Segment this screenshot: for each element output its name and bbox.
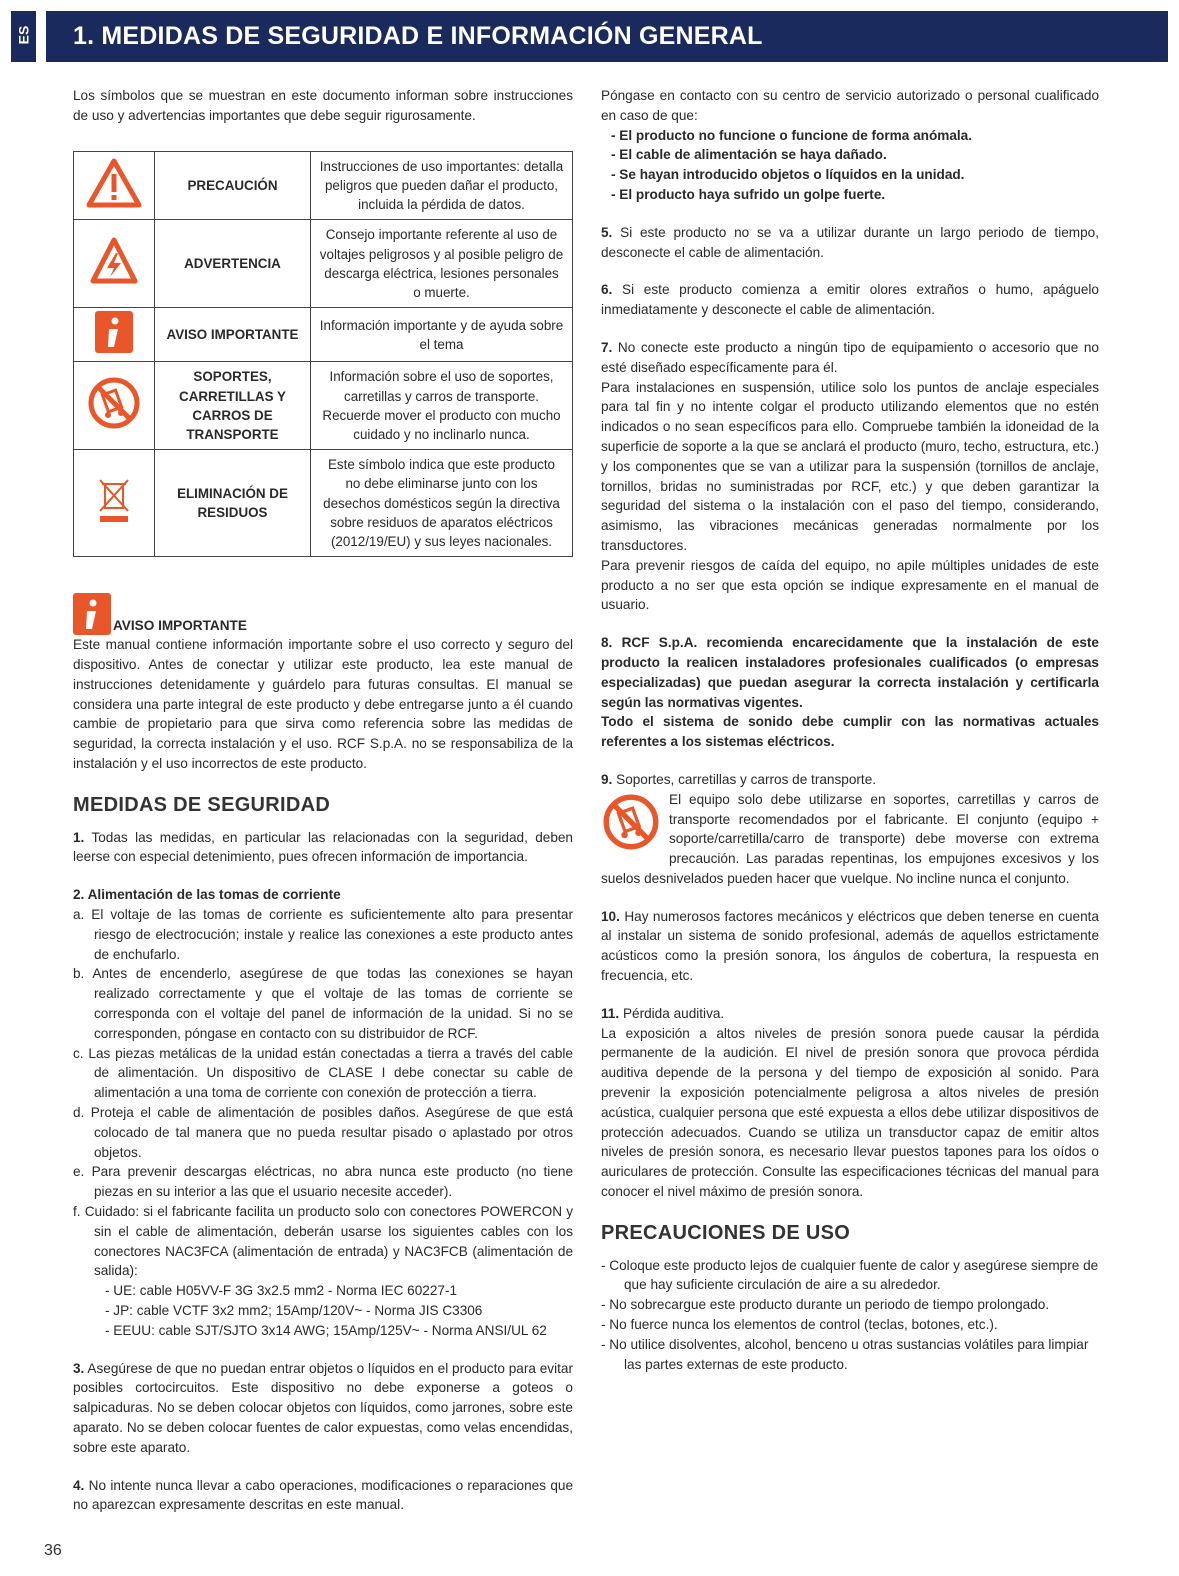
aviso-text: Este manual contiene información importante sobre el uso correcto y seguro del dispositivo. Antes de conectar y utilizar este producto, lea este manual de instrucciones detenidamente y guárdelo para futuras consultas. El manual se considera una parte integral de este producto y debe entregarse junto a él cuando cambie de propietario para que sirva como referencia sobre las medidas de seguridad, la correcta instalación y el uso. RCF S.p.A. no se responsabiliza de la instalación y el uso incorrectos de este producto. [73,637,573,771]
list-item: - UE: cable H05VV-F 3G 3x2.5 mm2 - Norma IEC 60227-1 [105,1283,458,1299]
info-icon [73,593,111,635]
weee-bin-icon [97,478,131,524]
symbol-icon-cell [74,151,155,220]
section-header [46,11,1168,62]
item-text: No conecte este producto a ningún tipo de equipamiento o accesorio que no esté diseñado específicamente para él. [601,339,1099,375]
cart-tipover-icon [603,794,659,850]
symbol-icon-cell [74,362,155,450]
symbol-row [74,362,573,450]
item-number: 3. [73,1360,85,1376]
safety-item-3 [73,1359,573,1458]
safety-item-1 [73,828,573,868]
symbol-description: Este símbolo indica que este producto no debe eliminarse junto con los desechos domésticos según la directiva sobre residuos de aparatos eléctricos (2012/19/EU) y sus leyes nacionales. [311,450,573,557]
power-list [73,905,573,1281]
language-tab [11,11,36,62]
safety-item-7a [601,338,1099,378]
contact-text: Póngase en contacto con su centro de servicio autorizado o personal cualificado en caso de que: [601,88,1099,123]
symbol-row [74,151,573,220]
left-column [73,86,573,1515]
item-text: Asegúrese de que no puedan entrar objetos o líquidos en el producto para evitar posibles cortocircuitos. Este dispositivo no debe exponerse a goteos o salpicaduras. No se deben colocar objetos con líquidos, como jarrones, sobre este aparato. No se deben colocar fuentes de calor expuestas, como velas encendidas, sobre este aparato. [73,1360,573,1455]
list-item: - Coloque este producto lejos de cualquier fuente de calor y asegúrese siempre de que hay suficiente circulación de aire a su alrededor. [601,1257,1099,1293]
page-number: 36 [44,1542,62,1559]
list-item: - Se hayan introducido objetos o líquidos en la unidad. [611,167,965,183]
safety-item-8a: 8. RCF S.p.A. recomienda encarecidamente que la instalación de este producto la realicen instaladores profesionales cualificados (o empresas especializadas) que puedan asegurar la correcta instalación y certificarla según las normativas vigentes. [601,635,1099,710]
intro-text: Los símbolos que se muestran en este documento informan sobre instrucciones de uso y advertencias importantes que debe seguir rigurosamente. [73,88,573,123]
symbol-label: ADVERTENCIA [155,220,311,308]
safety-item-2-title: 2. Alimentación de las tomas de corriente [73,887,341,903]
safety-heading: MEDIDAS DE SEGURIDAD [73,793,331,816]
list-item: - EEUU: cable SJT/SJTO 3x14 AWG; 15Amp/125V~ - Norma ANSI/UL 62 [105,1322,547,1338]
precautions-heading: PRECAUCIONES DE USO [601,1221,851,1244]
caution-triangle-icon [86,158,142,208]
list-item: d. Proteja el cable de alimentación de posibles daños. Asegúrese de que está colocado de tal manera que no pueda resultar pisado o aplastado por otros objetos. [73,1104,573,1160]
safety-item-8b: Todo el sistema de sonido debe cumplir con las normativas actuales referentes a los sistemas eléctricos. [601,714,1099,750]
safety-item-4 [73,1476,573,1516]
item-text: No intente nunca llevar a cabo operaciones, modificaciones o reparaciones que no aparezcan expresamente descritas en este manual. [73,1477,573,1513]
symbol-row [74,220,573,308]
list-item: f. Cuidado: si el fabricante facilita un producto solo con conectores POWERCON y sin el cable de alimentación, deberán usarse los siguientes cables con los conectores NAC3FCA (alimentación de entrada) y NAC3FCB (alimentación de salida): [73,1203,573,1279]
safety-item-10 [601,907,1099,986]
symbol-icon-cell [74,220,155,308]
symbols-table [73,151,573,558]
list-item: - JP: cable VCTF 3x2 mm2; 15Amp/120V~ - Norma JIS C3306 [105,1302,483,1318]
item-text: Si este producto comienza a emitir olores extraños o humo, apáguelo inmediatamente y desconecte el cable de alimentación. [601,282,1099,318]
aviso-heading [73,593,573,635]
item-text: El equipo solo debe utilizarse en soportes, carretillas y carros de transporte recomendados por el fabricante. El conjunto (equipo + soporte/carretilla/carro de transporte) debe moverse con extrema precaución. Las paradas repentinas, los empujones excesivos y los suelos desnivelados pueden hacer que vuelque. No incline nunca el conjunto. [601,791,1099,886]
list-item: - El cable de alimentación se haya dañado. [611,147,887,163]
safety-item-6 [601,280,1099,320]
right-column [601,86,1099,1374]
item-number: 7. [601,339,613,355]
symbol-label: PRECAUCIÓN [155,151,311,220]
safety-item-9-body [601,790,1099,889]
item-text: Si este producto no se va a utilizar durante un largo periodo de tiempo, desconecte el cable de alimentación. [601,224,1099,260]
language-label: ES [15,25,32,45]
list-item: c. Las piezas metálicas de la unidad están conectadas a tierra a través del cable de alimentación. Un dispositivo de CLASE I debe conectar su cable de alimentación a una toma de corriente con conexión de protección a tierra. [73,1045,573,1101]
symbol-description: Información sobre el uso de soportes, carretillas y carros de transporte. Recuerde mover el producto con mucho cuidado y no inclinarlo nunca. [311,362,573,450]
item-text: Hay numerosos factores mecánicos y eléctricos que deben tenerse en cuenta al instalar un sistema de sonido profesional, además de aquellos estrictamente acústicos como la presión sonora, los ángulos de cobertura, la respuesta en frecuencia, etc. [601,908,1099,984]
item-number: 9. [601,771,613,787]
safety-item-9-title [601,770,1099,790]
item-text: Pérdida auditiva. [622,1005,725,1021]
symbol-row [74,308,573,362]
section-title: 1. MEDIDAS DE SEGURIDAD E INFORMACIÓN GENERAL [73,22,763,50]
electric-warning-icon [90,237,138,285]
item-text: Soportes, carretillas y carros de transporte. [616,771,877,787]
list-item: - El producto no funcione o funcione de forma anómala. [611,127,973,143]
symbol-icon-cell [74,308,155,362]
cable-list [73,1281,573,1340]
safety-item-7b: Para instalaciones en suspensión, utilice solo los puntos de anclaje especiales para tal fin y no intente colgar el producto utilizando elementos que no estén indicados o no sean específicos para ello. Compruebe también la idoneidad de la superficie de soporte a la que se anclará el producto (muro, techo, estructura, etc.) y los componentes que se van a utilizar para la suspensión (tornillos de anclaje, tornillos, bridas no suministradas por RCF, etc.) y que deben garantizar la seguridad del sistema o la instalación con el paso del tiempo, considerando, asimismo, las vibraciones mecánicas generadas normalmente por los transductores. [601,379,1099,553]
item-number: 10. [601,908,620,924]
symbol-label: ELIMINACIÓN DE RESIDUOS [155,450,311,557]
contact-list [601,126,1099,205]
safety-item-7c: Para prevenir riesgos de caída del equipo, no apile múltiples unidades de este producto a no ser que esta opción se indique expresamente en el manual de usuario. [601,557,1099,613]
list-item: - No sobrecargue este producto durante un periodo de tiempo prolongado. [601,1297,1050,1313]
precautions-list [601,1256,1099,1375]
symbol-label: SOPORTES, CARRETILLAS Y CARROS DE TRANSPORTE [155,362,311,450]
item-number: 5. [601,224,613,240]
safety-item-11-body: La exposición a altos niveles de presión sonora puede causar la pérdida permanente de la audición. El nivel de presión sonora que provoca pérdida auditiva depende de la persona y del tiempo de exposición al sonido. Para prevenir la exposición potencialmente peligrosa a altos niveles de presión acústica, cualquier persona que esté expuesta a ellos debe utilizar dispositivos de protección adecuados. Cuando se utiliza un transductor capaz de emitir altos niveles de presión sonora, es necesario llevar puestos tapones para los oídos o auriculares de protección. Consulte las especificaciones técnicas del manual para conocer el nivel máximo de presión sonora. [601,1025,1099,1200]
list-item: e. Para prevenir descargas eléctricas, no abra nunca este producto (no tiene piezas en su interior a las que el usuario necesite acceder). [73,1164,573,1200]
item-number: 4. [73,1477,85,1493]
aviso-title: AVISO IMPORTANTE [113,618,247,634]
safety-item-11-title [601,1004,1099,1024]
item-number: 1. [73,829,85,845]
item-number: 6. [601,282,613,298]
symbol-label: AVISO IMPORTANTE [155,308,311,362]
list-item: - No utilice disolventes, alcohol, benceno u otras sustancias volátiles para limpiar las partes externas de este producto. [601,1336,1089,1372]
symbol-description: Consejo importante referente al uso de voltajes peligrosos y al posible peligro de descarga eléctrica, lesiones personales o muerte. [311,220,573,308]
list-item: b. Antes de encenderlo, asegúrese de que todas las conexiones se hayan realizado correctamente y que el voltaje de las tomas de corriente se corresponda con el voltaje del panel de información de la unidad. Si no se corresponden, póngase en contacto con su distribuidor de RCF. [73,966,573,1041]
item-number: 11. [601,1005,620,1021]
symbol-icon-cell [74,450,155,557]
list-item: - No fuerce nunca los elementos de control (teclas, botones, etc.). [601,1317,998,1333]
list-item: - El producto haya sufrido un golpe fuerte. [611,186,886,202]
cart-tipover-icon [88,377,140,429]
list-item: a. El voltaje de las tomas de corriente es suficientemente alto para presentar riesgo de electrocución; instale y realice las conexiones a este producto antes de enchufarlo. [73,906,573,962]
symbol-row [74,450,573,557]
symbol-description: Información importante y de ayuda sobre el tema [311,308,573,362]
item-text: Todas las medidas, en particular las relacionadas con la seguridad, deben leerse con especial detenimiento, pues ofrecen información de importancia. [73,829,573,865]
info-icon [95,311,133,353]
safety-item-5 [601,223,1099,263]
symbol-description: Instrucciones de uso importantes: detalla peligros que pueden dañar el producto, incluida la pérdida de datos. [311,151,573,220]
